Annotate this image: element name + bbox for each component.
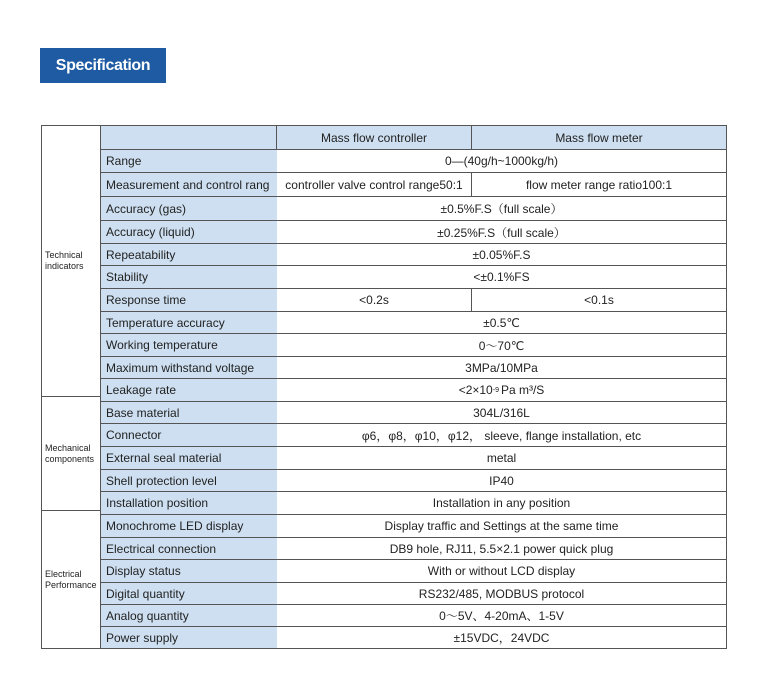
category-text: Mechanical [45,442,91,453]
row-value: ±15VDC，24VDC [277,627,726,648]
row-label-external-seal-material: External seal material [101,447,277,470]
category-text: Technical [45,250,83,260]
header-mass-flow-controller: Mass flow controller [277,126,472,150]
row-label-measurement-and-control-rang: Measurement and control rang [101,173,277,197]
header-blank-cell [101,126,277,150]
row-value [277,379,726,402]
row-value: Installation in any position [277,492,726,515]
row-value: Display traffic and Settings at the same time [277,515,726,538]
row-label-temperature-accuracy: Temperature accuracy [101,312,277,334]
row-value: With or without LCD display [277,560,726,583]
row-value: RS232/485, MODBUS protocol [277,583,726,605]
row-label-connector: Connector [101,424,277,447]
row-label-working-temperature: Working temperature [101,334,277,357]
row-label-installation-position: Installation position [101,492,277,515]
row-label-maximum-withstand-voltage: Maximum withstand voltage [101,357,277,379]
row-label-range: Range [101,150,277,173]
page-title: Specification [40,48,166,83]
category-mechanical-components [42,397,101,510]
row-value: DB9 hole, RJ11, 5.5×2.1 power quick plug [277,538,726,560]
row-value: metal [277,447,726,470]
row-label-digital-quantity: Digital quantity [101,583,277,605]
row-value-controller: <0.2s [277,289,472,312]
row-label-base-material: Base material [101,402,277,424]
category-text: Performance [45,579,97,590]
row-value-controller: controller valve control range50:1 [277,173,472,197]
row-value: 0—(40g/h~1000kg/h) [277,150,726,173]
row-label-accuracy-liquid: Accuracy (liquid) [101,221,277,244]
category-text: Electrical [45,568,82,579]
row-value: 0～70℃ [277,334,726,357]
row-label-stability: Stability [101,266,277,289]
value-suffix: Pa m³/S [500,383,545,397]
category-text: indicators [45,261,84,271]
row-value: 304L/316L [277,402,726,424]
row-value: 3MPa/10MPa [277,357,726,379]
row-value: ±0.5℃ [277,312,726,334]
specification-table [41,125,727,649]
row-value: <±0.1%FS [277,266,726,289]
row-label-response-time: Response time [101,289,277,312]
header-mass-flow-meter: Mass flow meter [472,126,726,150]
row-value: IP40 [277,470,726,492]
row-value: φ6，φ8，φ10，φ12， sleeve, flange installation, etc [277,424,726,447]
row-value: 0～5V、4-20mA、1-5V [277,605,726,627]
row-value: ±0.25%F.S（full scale） [277,221,726,244]
row-value-meter: <0.1s [472,289,726,312]
value-prefix: <2×10 [458,383,493,397]
value-exponent: -9 [492,386,499,394]
row-label-electrical-connection: Electrical connection [101,538,277,560]
row-label-repeatability: Repeatability [101,244,277,266]
row-label-shell-protection-level: Shell protection level [101,470,277,492]
row-label-monochrome-led-display: Monochrome LED display [101,515,277,538]
category-text: components [45,453,95,464]
row-label-leakage-rate: Leakage rate [101,379,277,402]
row-value: ±0.5%F.S（full scale） [277,197,726,221]
row-label-accuracy-gas: Accuracy (gas) [101,197,277,221]
row-label-power-supply: Power supply [101,627,277,648]
row-value-meter: flow meter range ratio100:1 [472,173,726,197]
row-label-analog-quantity: Analog quantity [101,605,277,627]
row-label-display-status: Display status [101,560,277,583]
category-electrical-performance [42,511,101,648]
row-value: ±0.05%F.S [277,244,726,266]
category-technical-indicators [42,126,101,396]
